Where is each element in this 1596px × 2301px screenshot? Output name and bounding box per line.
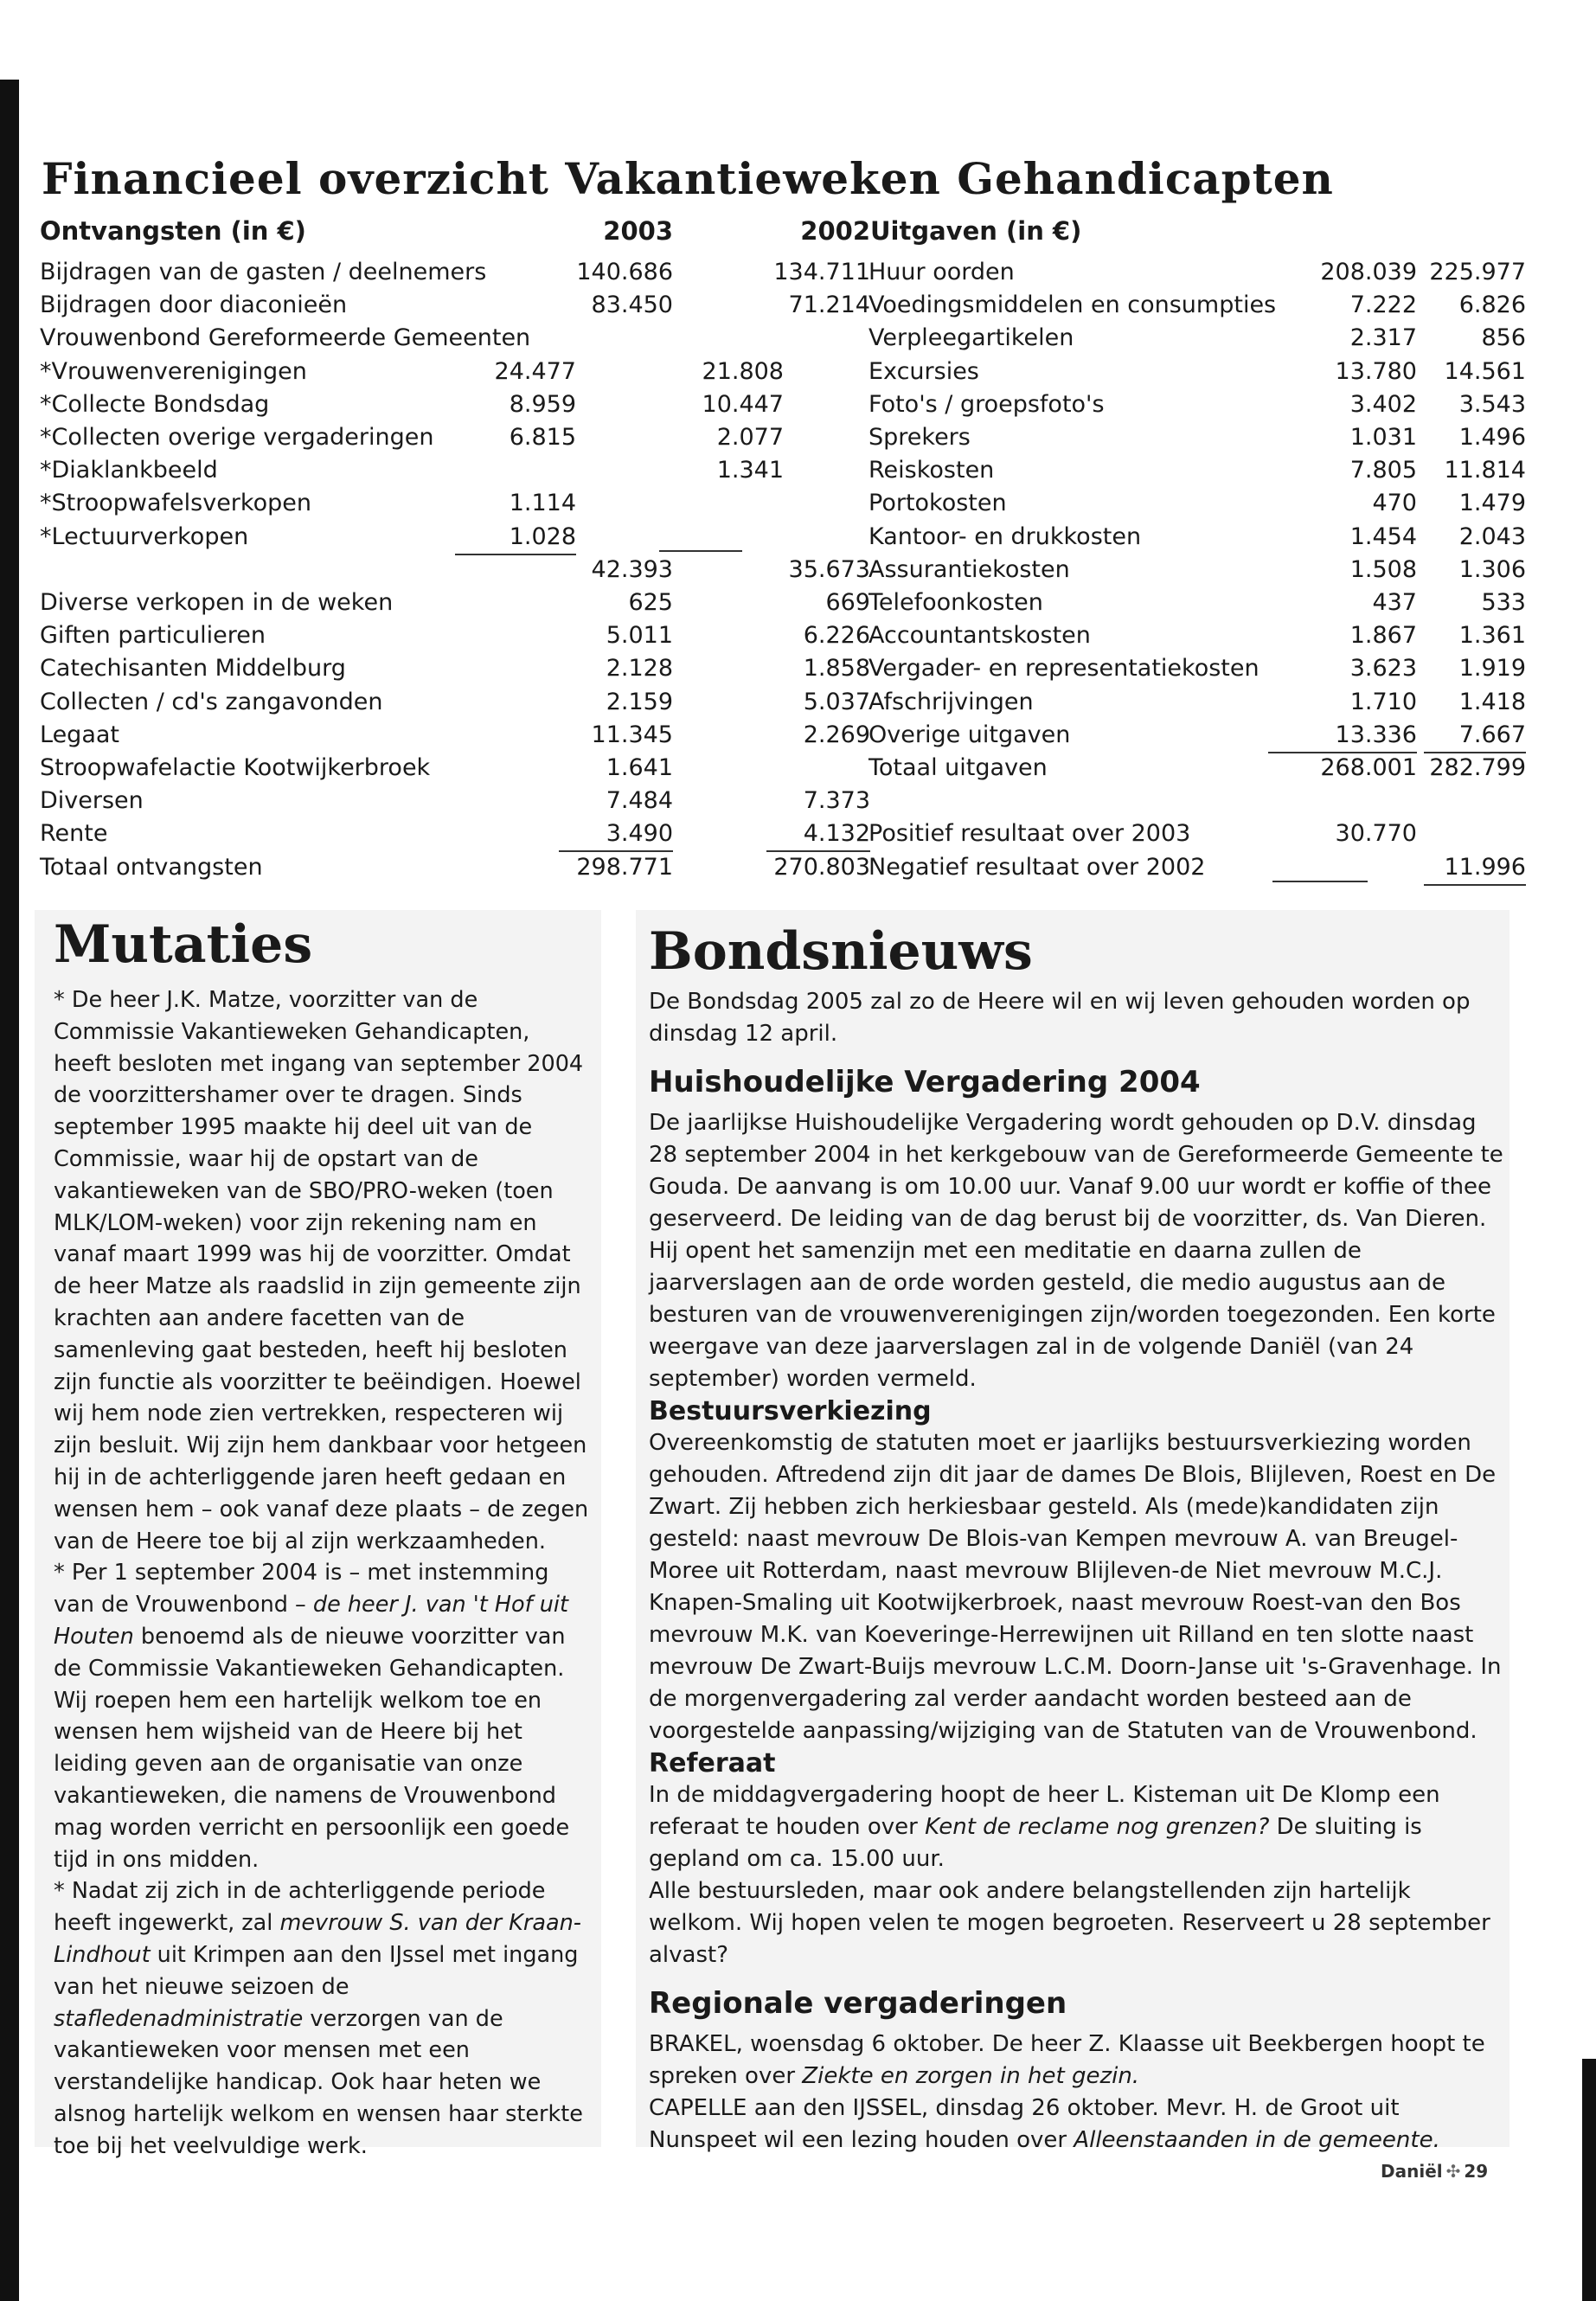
mutaties-heading: Mutaties: [54, 914, 313, 975]
mutaties-body: [54, 984, 590, 2162]
huishoudelijke-heading: Huishoudelijke Vergadering 2004: [649, 1065, 1201, 1099]
income-value-2002: 35.673: [788, 555, 870, 583]
income-value-2003: 2.128: [606, 655, 673, 683]
income-label: *Stroopwafelsverkopen: [40, 490, 311, 517]
income-value-2002: 7.373: [803, 787, 870, 815]
expense-label: Verpleegartikelen: [869, 324, 1074, 352]
expense-value-2003: 1.710: [1349, 688, 1417, 715]
income-label: Totaal ontvangsten: [40, 853, 263, 881]
expense-value-2003: 208.039: [1320, 259, 1417, 285]
page-number: 29: [1464, 2161, 1489, 2182]
magazine-name: Daniël: [1381, 2161, 1443, 2182]
income-label: Giften particulieren: [40, 622, 266, 650]
expense-label: Telefoonkosten: [869, 589, 1043, 616]
income-label: *Vrouwenverenigingen: [40, 357, 307, 385]
expense-label: Kantoor- en drukkosten: [869, 522, 1142, 550]
income-value-2003: 7.484: [606, 787, 673, 815]
expense-value-2003: 13.336: [1268, 719, 1417, 753]
income-value-2003: 3.490: [559, 817, 673, 852]
expense-value-2002: 533: [1481, 589, 1526, 616]
expense-value-2003: 13.780: [1335, 357, 1417, 385]
income-value-2002: 2.269: [803, 721, 870, 748]
income-sub-2003: 1.114: [509, 490, 576, 517]
income-value-2003: 140.686: [576, 259, 673, 285]
income-value-2002: 71.214: [788, 292, 870, 319]
income-sub-2003: 8.959: [509, 390, 576, 418]
expense-label: Positief resultaat over 2003: [869, 820, 1191, 848]
expense-value-2002: 856: [1481, 324, 1526, 352]
income-sub-2003: 6.815: [509, 424, 576, 451]
expense-value-2002: 6.826: [1458, 292, 1526, 319]
income-value-2003: 1.641: [606, 754, 673, 781]
expense-label: Reiskosten: [869, 457, 995, 484]
income-label: *Collecte Bondsdag: [40, 390, 270, 418]
bondsnieuws-body: [649, 986, 1505, 2157]
income-header: Ontvangsten (in €): [40, 216, 306, 246]
bondsnieuws-heading: Bondsnieuws: [649, 921, 1033, 982]
expense-value-2002: 1.306: [1458, 555, 1526, 583]
income-sub-2003: 24.477: [494, 357, 576, 385]
expense-label: Vergader- en representatiekosten: [869, 655, 1259, 683]
income-label: Collecten / cd's zangavonden: [40, 688, 383, 715]
bestuursverkiezing-text: Overeenkomstig de statuten moet er jaarlijks bestuursverkiezing worden gehouden. Aftredend zijn dit jaar de dames De Blois, Blijleven, Roest en De Zwart. Zij hebben zich herkiesbaar gesteld. Als (mede)kandidaten zijn gesteld: naast mevrouw De Blois-van Kempen mevrouw A. van Breugel-Moree uit Rotterdam, naast mevrouw Blijleven-de Niet mevrouw M.C.J. Knapen-Smaling uit Kootwijkerbroek, naast mevrouw Roest-van den Bos mevrouw M.K. van Koeveringe-Herrewijnen uit Rilland en ten slotte naast mevrouw De Zwart-Buijs mevrouw L.C.M. Doorn-Janse uit 's-Gravenhage. In de morgenvergadering zal verder aandacht worden besteed aan de voorgestelde aanpassing/wijziging van de Statuten van de Vrouwenbond.: [649, 1430, 1502, 1744]
income-year-2002: 2002: [800, 216, 870, 246]
expense-label: Huur oorden: [869, 259, 1015, 285]
income-value-2002: 5.037: [803, 688, 870, 715]
result-rule: [1272, 881, 1368, 882]
expense-value-2003: 1.867: [1349, 622, 1417, 650]
expense-label: Totaal uitgaven: [869, 754, 1048, 781]
expenses-header: Uitgaven (in €): [870, 216, 1082, 246]
expense-value-2002: 282.799: [1429, 754, 1526, 781]
cross-icon: ✣: [1445, 2161, 1461, 2182]
expense-value-2003: 7.222: [1349, 292, 1417, 319]
income-year-2003: 2003: [603, 216, 673, 246]
income-value-2002: 669: [825, 589, 870, 616]
income-sub-2003: 1.028: [455, 521, 576, 555]
income-value-2002: 4.132: [766, 817, 870, 852]
brakel-text: BRAKEL, woensdag 6 oktober. De heer Z. Klaasse uit Beekbergen hoopt te spreken over Ziekte en zorgen in het gezin.: [649, 2031, 1485, 2089]
income-sub-2002: 2.077: [716, 424, 784, 451]
income-label: Legaat: [40, 721, 119, 748]
expense-value-2003: 1.454: [1349, 522, 1417, 550]
subtotal-rule: [659, 550, 742, 552]
income-label: Diversen: [40, 787, 144, 815]
expense-label: Assurantiekosten: [869, 555, 1070, 583]
income-sub-2002: 10.447: [702, 390, 784, 418]
income-value-2002: 270.803: [773, 853, 870, 881]
referaat-heading: Referaat: [649, 1748, 776, 1779]
income-label: Bijdragen van de gasten / deelnemers: [40, 259, 487, 285]
mutaties-p1: * De heer J.K. Matze, voorzitter van de Commissie Vakantieweken Gehandicapten, heeft besloten met ingang van september 2004 de voorzittershamer over te dragen. Sinds september 1995 maakte hij deel uit van de Commissie, waar hij de opstart van de vakantieweken van de SBO/PRO-weken (toen MLK/LOM-weken) voor zijn rekening nam en vanaf maart 1999 was hij de voorzitter. Omdat de heer Matze als raadslid in zijn gemeente zijn krachten aan andere facetten van de samenleving gaat besteden, heeft hij besloten zijn functie als voorzitter te beëindigen. Hoewel wij hem node zien vertrekken, respecteren wij zijn besluit. Wij zijn hem dankbaar voor hetgeen hij in de achterliggende jaren heeft gedaan en wensen hem – ook vanaf deze plaats – de zegen van de Heere toe bij al zijn werkzaamheden.: [54, 987, 589, 1554]
income-label: Diverse verkopen in de weken: [40, 589, 394, 616]
income-label: Bijdragen door diaconieën: [40, 292, 348, 319]
expense-value-2002: 1.361: [1458, 622, 1526, 650]
expense-value-2003: 2.317: [1349, 324, 1417, 352]
income-value-2002: 6.226: [803, 622, 870, 650]
expense-value-2002: 11.814: [1444, 457, 1526, 484]
income-value-2002: 1.858: [803, 655, 870, 683]
income-value-2003: 625: [628, 589, 673, 616]
page-title: Financieel overzicht Vakantieweken Gehandicapten: [42, 153, 1334, 204]
expense-value-2003: 268.001: [1320, 754, 1417, 781]
income-value-2003: 2.159: [606, 688, 673, 715]
page-footer: [1381, 2161, 1488, 2182]
income-value-2003: 11.345: [591, 721, 673, 748]
mutaties-p2: * Per 1 september 2004 is – met instemming van de Vrouwenbond – de heer J. van 't Hof uit Houten benoemd als de nieuwe voorzitter van de Commissie Vakantieweken Gehandicapten. Wij roepen hem een hartelijk welkom toe en wensen hem wijsheid van de Heere bij het leiding geven aan de organisatie van onze vakantieweken, die namens de Vrouwenbond mag worden verricht en persoonlijk een goede tijd in ons midden.: [54, 1560, 570, 1873]
expense-value-2002: 1.418: [1458, 688, 1526, 715]
expense-value-2002: 1.479: [1458, 490, 1526, 517]
capelle-text: CAPELLE aan den IJSSEL, dinsdag 26 oktober. Mevr. H. de Groot uit Nunspeet wil een lezing houden over Alleenstaanden in de gemeente.: [649, 2095, 1440, 2153]
expense-value-2003: 1.031: [1349, 424, 1417, 451]
income-label: *Collecten overige vergaderingen: [40, 424, 434, 451]
expense-value-2003: 470: [1372, 490, 1417, 517]
income-label: *Diaklankbeeld: [40, 457, 218, 484]
welkom-text: Alle bestuursleden, maar ook andere belangstellenden zijn hartelijk welkom. Wij hopen velen te mogen begroeten. Reserveert u 28 september alvast?: [649, 1878, 1490, 1968]
scan-edge-right: [1582, 2059, 1596, 2301]
expense-value-2002: 7.667: [1424, 719, 1526, 753]
expense-value-2003: 1.508: [1349, 555, 1417, 583]
income-value-2003: 5.011: [606, 622, 673, 650]
expense-value-2002: 14.561: [1444, 357, 1526, 385]
huishoudelijke-text: De jaarlijkse Huishoudelijke Vergadering wordt gehouden op D.V. dinsdag 28 september 2004 in het kerkgebouw van de Gereformeerde Gemeente te Gouda. De aanvang is om 10.00 uur. Vanaf 9.00 uur wordt er koffie of thee geserveerd. De leiding van de dag berust bij de voorzitter, ds. Van Dieren. Hij opent het samenzijn met een meditatie en daarna zullen de jaarverslagen aan de orde worden gesteld, die medio augustus aan de besturen van de vrouwenverenigingen zijn/worden toegezonden. Een korte weergave van deze jaarverslagen zal in de volgende Daniël (van 24 september) worden vermeld.: [649, 1110, 1503, 1392]
income-value-2003: 83.450: [591, 292, 673, 319]
expense-value-2002: 11.996: [1424, 851, 1526, 886]
expense-value-2003: 437: [1372, 589, 1417, 616]
expense-value-2002: 3.543: [1458, 390, 1526, 418]
income-value-2003: 42.393: [591, 555, 673, 583]
scan-edge-left: [0, 80, 19, 2301]
income-label: Vrouwenbond Gereformeerde Gemeenten: [40, 324, 531, 352]
expense-value-2002: 1.496: [1458, 424, 1526, 451]
income-sub-2002: 21.808: [702, 357, 784, 385]
expense-label: Overige uitgaven: [869, 721, 1071, 748]
expense-value-2003: 30.770: [1335, 820, 1417, 848]
expense-label: Sprekers: [869, 424, 971, 451]
income-label: *Lectuurverkopen: [40, 522, 249, 550]
expense-label: Foto's / groepsfoto's: [869, 390, 1105, 418]
expense-label: Portokosten: [869, 490, 1007, 517]
expense-value-2003: 3.623: [1349, 655, 1417, 683]
expense-label: Afschrijvingen: [869, 688, 1034, 715]
expense-label: Voedingsmiddelen en consumpties: [869, 292, 1277, 319]
income-value-2003: 298.771: [576, 853, 673, 881]
expense-value-2002: 225.977: [1429, 259, 1526, 285]
expense-value-2003: 7.805: [1349, 457, 1417, 484]
regionale-heading: Regionale vergaderingen: [649, 1986, 1067, 2021]
income-label: Rente: [40, 820, 108, 848]
income-label: Catechisanten Middelburg: [40, 655, 346, 683]
income-label: Stroopwafelactie Kootwijkerbroek: [40, 754, 431, 781]
income-value-2002: 134.711: [773, 259, 870, 285]
expense-label: Negatief resultaat over 2002: [869, 853, 1206, 881]
expense-value-2002: 2.043: [1458, 522, 1526, 550]
financial-overview: [40, 215, 1528, 889]
bestuursverkiezing-heading: Bestuursverkiezing: [649, 1396, 932, 1426]
expense-label: Accountantskosten: [869, 622, 1091, 650]
expense-value-2003: 3.402: [1349, 390, 1417, 418]
income-sub-2002: 1.341: [716, 457, 784, 484]
expense-value-2002: 1.919: [1458, 655, 1526, 683]
mutaties-p3: * Nadat zij zich in de achterliggende periode heeft ingewerkt, zal mevrouw S. van der Kraan-Lindhout uit Krimpen aan den IJssel met ingang van het nieuwe seizoen de stafledenadministratie verzorgen van de vakantieweken voor mensen met een verstandelijke handicap. Ook haar heten we alsnog hartelijk welkom en wensen haar sterkte toe bij het veelvuldige werk.: [54, 1878, 583, 2159]
bondsnieuws-intro: De Bondsdag 2005 zal zo de Heere wil en wij leven gehouden worden op dinsdag 12 april.: [649, 989, 1471, 1047]
expense-label: Excursies: [869, 357, 979, 385]
referaat-text: In de middagvergadering hoopt de heer L. Kisteman uit De Klomp een referaat te houden over Kent de reclame nog grenzen? De sluiting is gepland om ca. 15.00 uur.: [649, 1782, 1440, 1872]
